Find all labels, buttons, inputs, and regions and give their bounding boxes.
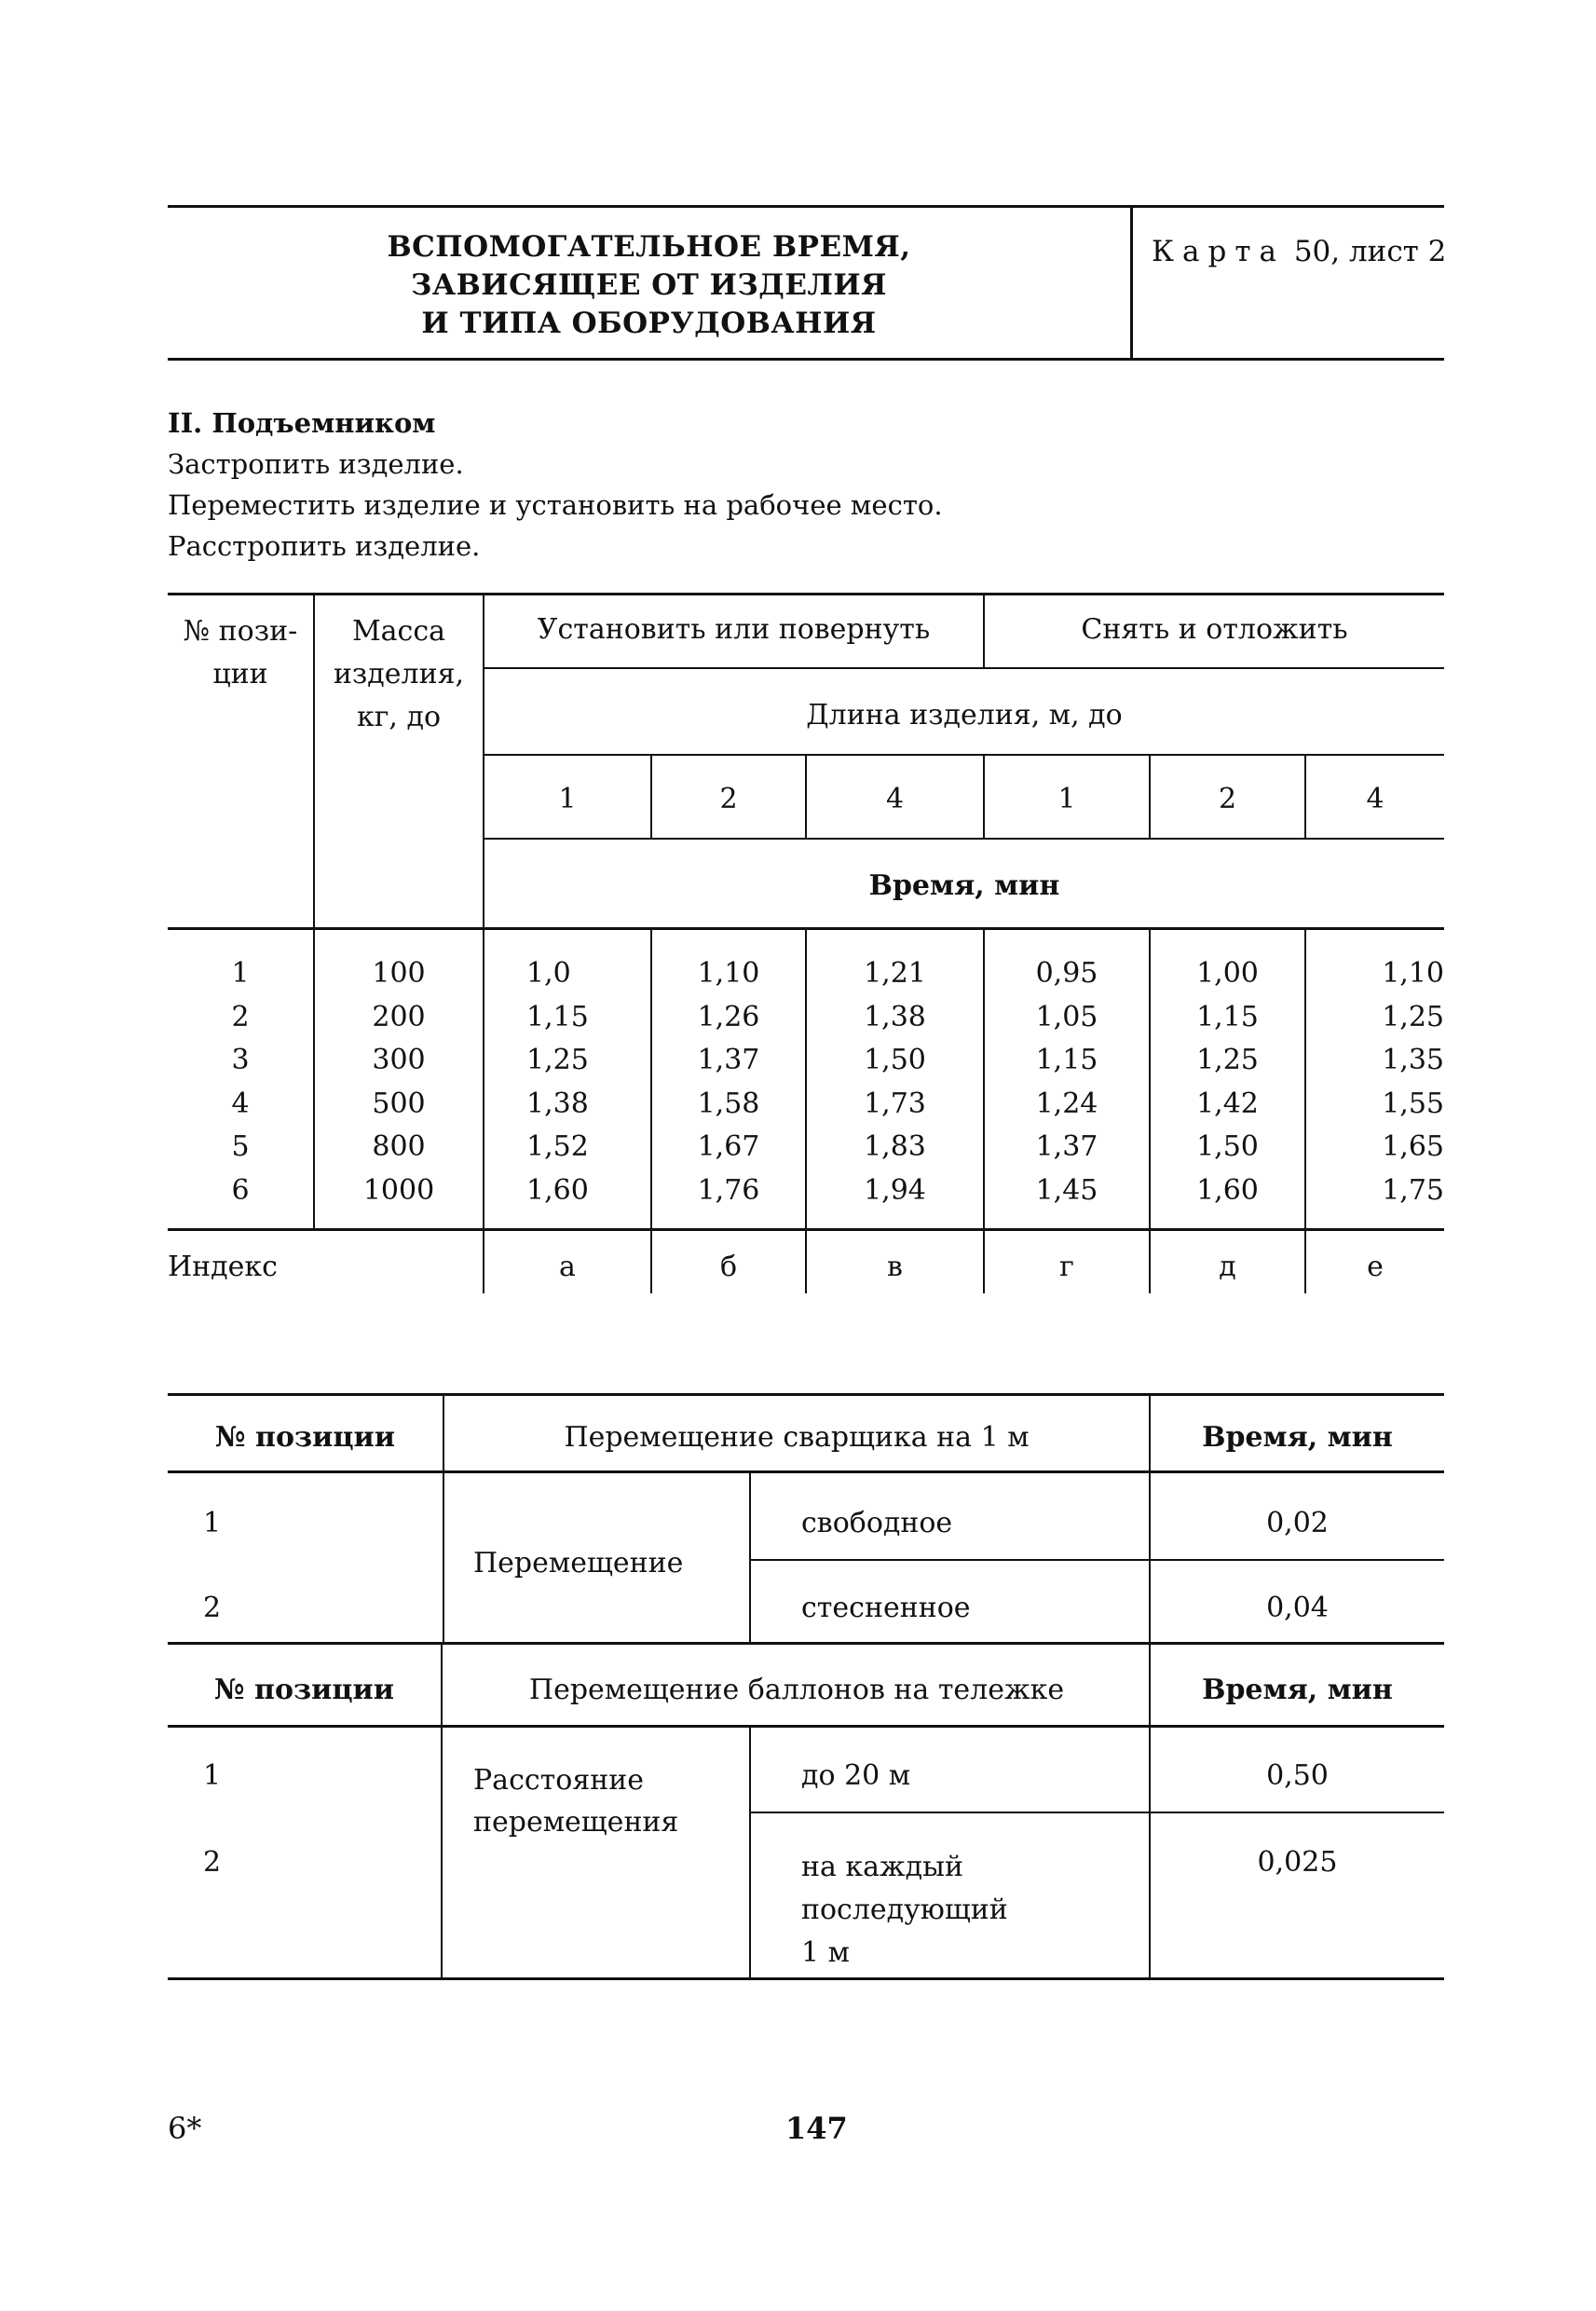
index-letter: д [1219, 1251, 1236, 1283]
table-cell: 2 [202, 1592, 222, 1624]
header-bottom-rule [168, 358, 1444, 361]
t2-header-rule [168, 1470, 1444, 1473]
instruction-line: Переместить изделие и установить на рабочее место. [168, 489, 943, 521]
table-cell: 2 [202, 1846, 222, 1879]
table-cell: 1,35 [1382, 1044, 1444, 1076]
table-cell: 200 [372, 1000, 426, 1033]
t3-bottom-rule [168, 1977, 1444, 1980]
table-cell: 1,45 [1035, 1173, 1098, 1207]
table-cell: 1,25 [1196, 1044, 1259, 1076]
col-header-line: № пози- [183, 615, 298, 648]
col-header-line: Масса [351, 615, 446, 648]
table-cell: 1,50 [864, 1044, 926, 1076]
t3-mid-rule [749, 1812, 1444, 1813]
table-cell: 1,25 [526, 1044, 589, 1076]
table-cell: 0,025 [1257, 1846, 1338, 1879]
table-cell: 2 [231, 1000, 250, 1033]
table-cell: 1,38 [864, 1000, 926, 1033]
col-header-line: кг, до [356, 701, 442, 733]
column-v [807, 952, 983, 1212]
table-cell: 1,26 [697, 1000, 760, 1033]
header-top-rule [168, 205, 1444, 208]
length-value: 2 [719, 783, 738, 815]
table-cell: 0,95 [1035, 957, 1098, 990]
table-title: Перемещение баллонов на тележке [528, 1674, 1065, 1706]
length-value: 1 [558, 783, 577, 815]
page-number: 147 [785, 2111, 848, 2146]
table-cell: 1,76 [697, 1173, 760, 1207]
table-cell: 1,67 [697, 1130, 760, 1163]
length-value: 4 [1366, 783, 1385, 815]
index-letter: г [1059, 1251, 1074, 1283]
index-letter: в [887, 1251, 903, 1283]
t1-rule-length [483, 754, 1444, 756]
length-value: 2 [1218, 783, 1237, 815]
column-d [1151, 952, 1304, 1212]
column-e [1353, 952, 1444, 1212]
group-label-line: перемещения [473, 1806, 679, 1839]
col-header-position: № позиции [214, 1421, 396, 1454]
table-cell: 0,02 [1266, 1507, 1329, 1539]
col-header-position [168, 610, 313, 696]
table-cell: 1 [202, 1759, 222, 1792]
group-label-line: Расстояние [473, 1764, 645, 1797]
table-cell: 1,42 [1196, 1087, 1259, 1120]
table-cell: 1,37 [697, 1044, 760, 1076]
column-position [168, 952, 313, 1212]
group-label [473, 1759, 678, 1843]
table-cell: 1,58 [697, 1087, 760, 1120]
t1-rule-group [483, 667, 1444, 669]
t2-vline [749, 1470, 751, 1642]
table-cell: 1,52 [526, 1130, 589, 1163]
header-divider [1130, 205, 1133, 360]
table-cell: 1,73 [864, 1087, 926, 1120]
index-label: Индекс [168, 1251, 278, 1283]
index-letter: а [559, 1251, 576, 1283]
table-cell: 1000 [362, 1173, 435, 1207]
table-title: Перемещение сварщика на 1 м [564, 1421, 1030, 1454]
length-header: Длина изделия, м, до [806, 699, 1123, 732]
table-cell: 1 [202, 1507, 222, 1539]
table-cell: 1,10 [697, 957, 760, 990]
title-line: ЗАВИСЯЩЕЕ ОТ ИЗДЕЛИЯ [411, 268, 887, 302]
table-cell: 1,24 [1035, 1087, 1098, 1120]
group-label: Перемещение [473, 1547, 684, 1579]
table-cell: 1,55 [1382, 1087, 1444, 1120]
table-cell: 300 [372, 1044, 426, 1076]
table-cell: стесненное [801, 1592, 971, 1624]
index-letter: б [719, 1251, 738, 1283]
column-mass [315, 952, 483, 1212]
group-header-remove: Снять и отложить [1081, 613, 1348, 646]
t1-top-rule [168, 593, 1444, 595]
table-cell: 0,50 [1266, 1759, 1329, 1792]
table-cell: 1,15 [1196, 1000, 1259, 1033]
table-cell: 5 [231, 1130, 250, 1163]
title-line: ВСПОМОГАТЕЛЬНОЕ ВРЕМЯ, [387, 230, 911, 264]
table-cell: 1,37 [1035, 1130, 1098, 1163]
t3-header-rule [168, 1725, 1444, 1728]
t1-rule-values [483, 838, 1444, 840]
card-sheet: 50, лист 2 [1293, 235, 1447, 268]
table-cell: 1,83 [864, 1130, 926, 1163]
table-cell: 1,15 [1035, 1044, 1098, 1076]
instruction-line: Застропить изделие. [168, 448, 464, 480]
table-cell: 1,65 [1382, 1130, 1444, 1163]
t1-vline [483, 593, 484, 1293]
table-cell: 1,38 [526, 1087, 589, 1120]
table-cell [801, 1846, 1008, 1975]
col-header-position: № позиции [213, 1674, 395, 1706]
time-header: Время, мин [868, 869, 1060, 902]
table-cell: 500 [372, 1087, 426, 1120]
document-title [168, 228, 1130, 343]
length-value: 1 [1057, 783, 1076, 815]
table-cell: свободное [801, 1507, 953, 1539]
col-header-mass [315, 610, 483, 739]
cell-line: последующий [801, 1894, 1008, 1926]
instruction-line: Расстропить изделие. [168, 530, 481, 562]
card-word: Карта [1152, 235, 1285, 268]
table-cell: 1,60 [1196, 1173, 1259, 1207]
t2-top-rule [168, 1393, 1444, 1396]
table-cell: 1,75 [1382, 1173, 1444, 1207]
table-cell: 1,05 [1035, 1000, 1098, 1033]
column-b [652, 952, 805, 1212]
t3-vline [441, 1642, 443, 1977]
table-cell: 1,94 [864, 1173, 926, 1207]
col-header-line: ции [212, 658, 268, 691]
intro-section [168, 403, 943, 567]
card-number [1152, 235, 1446, 268]
table-cell: 1,00 [1196, 957, 1259, 990]
table-cell: 1,25 [1382, 1000, 1444, 1033]
table-cell: 6 [231, 1173, 250, 1207]
t3-vline [749, 1725, 751, 1977]
table-cell: 1,10 [1382, 957, 1444, 990]
cell-line: на каждый [801, 1851, 963, 1883]
table-cell: 1,60 [526, 1173, 589, 1207]
group-header-install: Установить или повернуть [537, 613, 931, 646]
signature-mark: 6* [168, 2111, 202, 2146]
table-cell: 800 [372, 1130, 426, 1163]
col-header-line: изделия, [333, 658, 465, 691]
column-g [985, 952, 1149, 1212]
t2-mid-rule [749, 1559, 1444, 1561]
table-cell: 4 [231, 1087, 250, 1120]
table-cell: 0,04 [1266, 1592, 1329, 1624]
table-cell: до 20 м [801, 1759, 911, 1792]
table-cell: 1,15 [526, 1000, 589, 1033]
cell-line: 1 м [801, 1936, 850, 1969]
table-cell: 100 [372, 957, 426, 990]
column-a [526, 952, 648, 1212]
t1-vline [1304, 927, 1306, 1293]
table-cell: 1,50 [1196, 1130, 1259, 1163]
table-cell: 1 [231, 957, 250, 990]
col-header-time: Время, мин [1202, 1421, 1393, 1454]
section-heading: II. Подъемником [168, 407, 436, 439]
index-letter: е [1367, 1251, 1384, 1283]
col-header-time: Время, мин [1202, 1674, 1393, 1706]
length-value: 4 [885, 783, 905, 815]
t2-bottom-rule [168, 1642, 1444, 1645]
table-cell: 3 [231, 1044, 250, 1076]
title-line: И ТИПА ОБОРУДОВАНИЯ [421, 307, 877, 340]
table-cell: 1,21 [864, 957, 926, 990]
table-cell: 1,0 [526, 957, 571, 990]
